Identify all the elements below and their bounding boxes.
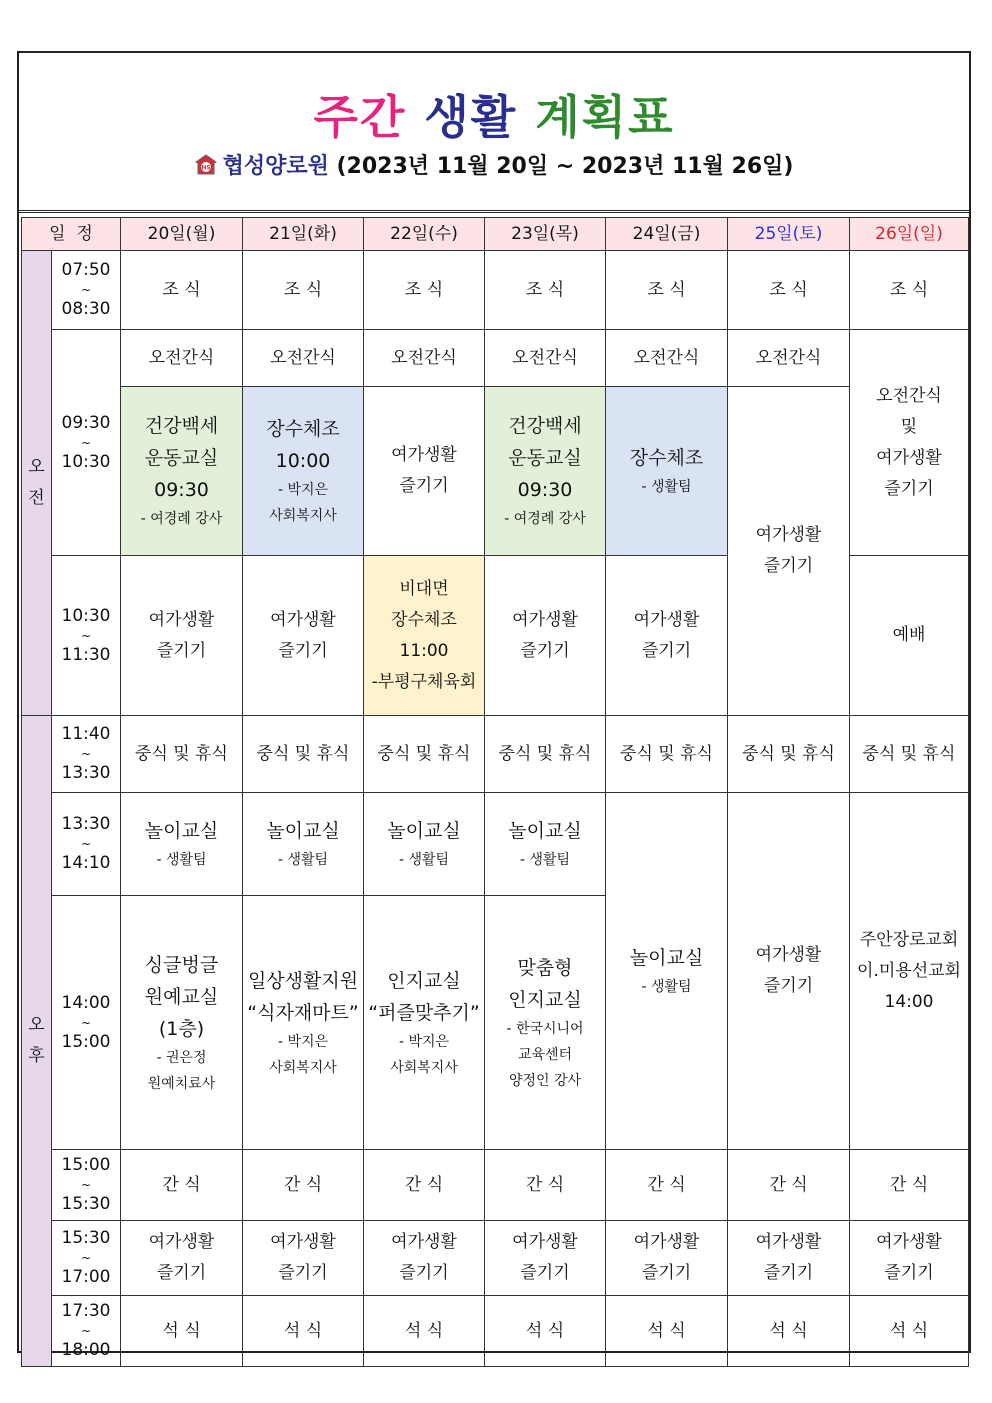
time-cell: 15:30 ~ 17:00 bbox=[52, 1221, 121, 1296]
leisure-cell: 여가생활 즐기기 bbox=[243, 556, 364, 716]
table-row bbox=[22, 1296, 969, 1367]
sat-afternoon-cell: 여가생활 즐기기 bbox=[728, 793, 850, 1150]
day-header-wed: 22일(수) bbox=[364, 218, 485, 251]
snack-cell: 간 식 bbox=[485, 1150, 606, 1221]
leisure-cell: 여가생활 즐기기 bbox=[606, 556, 728, 716]
leisure-cell: 여가생활 즐기기 bbox=[485, 1221, 606, 1296]
org-name: 협성양로원 bbox=[222, 154, 329, 179]
table-row bbox=[22, 1221, 969, 1296]
table-row bbox=[22, 330, 969, 387]
lunch-cell: 중식 및 휴식 bbox=[728, 716, 850, 793]
breakfast-cell: 조 식 bbox=[243, 251, 364, 330]
snack-cell: 간 식 bbox=[243, 1150, 364, 1221]
lunch-cell: 중식 및 휴식 bbox=[364, 716, 485, 793]
table-row bbox=[22, 387, 969, 556]
time-cell: 13:30 ~ 14:10 bbox=[52, 793, 121, 896]
day-header-mon: 20일(월) bbox=[121, 218, 243, 251]
snack-cell: 간 식 bbox=[121, 1150, 243, 1221]
play-class-cell: 놀이교실 - 생활팀 bbox=[364, 793, 485, 896]
time-cell: 14:00 ~ 15:00 bbox=[52, 896, 121, 1150]
day-header-sun: 26일(일) bbox=[850, 218, 969, 251]
morning-snack-cell: 오전간식 bbox=[364, 330, 485, 387]
schedule-header: 일 정 bbox=[22, 218, 121, 251]
sat-morning-cell: 여가생활 즐기기 bbox=[728, 387, 850, 716]
time-cell: 07:50 ~ 08:30 bbox=[52, 251, 121, 330]
leisure-cell: 여가생활 즐기기 bbox=[485, 556, 606, 716]
weekly-schedule-table bbox=[21, 217, 969, 1367]
dinner-cell: 석 식 bbox=[121, 1296, 243, 1367]
leisure-cell: 여가생활 즐기기 bbox=[364, 1221, 485, 1296]
thu-morning-cell: 건강백세 운동교실 09:30 - 여경례 강사 bbox=[485, 387, 606, 556]
time-cell: 09:30 ~ 10:30 bbox=[52, 330, 121, 556]
snack-cell: 간 식 bbox=[606, 1150, 728, 1221]
mon-morning-cell: 건강백세 운동교실 09:30 - 여경례 강사 bbox=[121, 387, 243, 556]
time-cell: 11:40 ~ 13:30 bbox=[52, 716, 121, 793]
org-logo-icon bbox=[195, 154, 217, 176]
morning-snack-cell: 오전간식 bbox=[485, 330, 606, 387]
table-row bbox=[22, 1150, 969, 1221]
play-class-cell: 놀이교실 - 생활팀 bbox=[485, 793, 606, 896]
header-row bbox=[22, 218, 969, 251]
breakfast-cell: 조 식 bbox=[121, 251, 243, 330]
play-class-cell: 놀이교실 - 생활팀 bbox=[121, 793, 243, 896]
sun-afternoon-cell: 주안장로교회 이.미용선교회 14:00 bbox=[850, 793, 969, 1150]
breakfast-cell: 조 식 bbox=[606, 251, 728, 330]
time-cell: 17:30 ~ 18:00 bbox=[52, 1296, 121, 1367]
document-header bbox=[19, 53, 969, 213]
schedule-page bbox=[17, 51, 971, 1360]
lunch-cell: 중식 및 휴식 bbox=[243, 716, 364, 793]
snack-cell: 간 식 bbox=[728, 1150, 850, 1221]
leisure-cell: 여가생활 즐기기 bbox=[243, 1221, 364, 1296]
period-am: 오 전 bbox=[22, 251, 52, 716]
svg-text:HS: HS bbox=[200, 164, 211, 172]
lunch-cell: 중식 및 휴식 bbox=[121, 716, 243, 793]
morning-snack-cell: 오전간식 bbox=[606, 330, 728, 387]
thu-afternoon-cell: 맞춤형 인지교실 - 한국시니어 교육센터 양정인 강사 bbox=[485, 896, 606, 1150]
dinner-cell: 석 식 bbox=[606, 1296, 728, 1367]
table-row bbox=[22, 251, 969, 330]
play-class-cell: 놀이교실 - 생활팀 bbox=[243, 793, 364, 896]
dinner-cell: 석 식 bbox=[850, 1296, 969, 1367]
table-row bbox=[22, 793, 969, 896]
table-row bbox=[22, 716, 969, 793]
document-subtitle bbox=[19, 149, 969, 180]
tue-afternoon-cell: 일상생활지원 “식자재마트” - 박지은 사회복지사 bbox=[243, 896, 364, 1150]
leisure-cell: 여가생활 즐기기 bbox=[121, 556, 243, 716]
leisure-cell: 여가생활 즐기기 bbox=[606, 1221, 728, 1296]
period-pm: 오 후 bbox=[22, 716, 52, 1367]
breakfast-cell: 조 식 bbox=[485, 251, 606, 330]
time-cell: 10:30 ~ 11:30 bbox=[52, 556, 121, 716]
sun-morning-cell: 오전간식 및 여가생활 즐기기 bbox=[850, 330, 969, 556]
document-title: 주간 생활 계획표 bbox=[313, 90, 675, 144]
wed-late-morning-cell: 비대면 장수체조 11:00 -부평구체육회 bbox=[364, 556, 485, 716]
day-header-thu: 23일(목) bbox=[485, 218, 606, 251]
day-header-fri: 24일(금) bbox=[606, 218, 728, 251]
dinner-cell: 석 식 bbox=[485, 1296, 606, 1367]
fri-afternoon-cell: 놀이교실 - 생활팀 bbox=[606, 793, 728, 1150]
leisure-cell: 여가생활 즐기기 bbox=[121, 1221, 243, 1296]
sun-worship-cell: 예배 bbox=[850, 556, 969, 716]
wed-morning-cell: 여가생활 즐기기 bbox=[364, 387, 485, 556]
morning-snack-cell: 오전간식 bbox=[121, 330, 243, 387]
lunch-cell: 중식 및 휴식 bbox=[606, 716, 728, 793]
lunch-cell: 중식 및 휴식 bbox=[850, 716, 969, 793]
leisure-cell: 여가생활 즐기기 bbox=[728, 1221, 850, 1296]
leisure-cell: 여가생활 즐기기 bbox=[850, 1221, 969, 1296]
day-header-tue: 21일(화) bbox=[243, 218, 364, 251]
fri-morning-cell: 장수체조 - 생활팀 bbox=[606, 387, 728, 556]
breakfast-cell: 조 식 bbox=[728, 251, 850, 330]
dinner-cell: 석 식 bbox=[364, 1296, 485, 1367]
breakfast-cell: 조 식 bbox=[850, 251, 969, 330]
snack-cell: 간 식 bbox=[364, 1150, 485, 1221]
dinner-cell: 석 식 bbox=[728, 1296, 850, 1367]
time-cell: 15:00 ~ 15:30 bbox=[52, 1150, 121, 1221]
day-header-sat: 25일(토) bbox=[728, 218, 850, 251]
dinner-cell: 석 식 bbox=[243, 1296, 364, 1367]
wed-afternoon-cell: 인지교실 “퍼즐맞추기” - 박지은 사회복지사 bbox=[364, 896, 485, 1150]
period-range: (2023년 11월 20일 ~ 2023년 11월 26일) bbox=[336, 154, 794, 179]
morning-snack-cell: 오전간식 bbox=[243, 330, 364, 387]
mon-afternoon-cell: 싱글벙글 원예교실 (1층) - 권은정 원예치료사 bbox=[121, 896, 243, 1150]
snack-cell: 간 식 bbox=[850, 1150, 969, 1221]
breakfast-cell: 조 식 bbox=[364, 251, 485, 330]
lunch-cell: 중식 및 휴식 bbox=[485, 716, 606, 793]
tue-morning-cell: 장수체조 10:00 - 박지은 사회복지사 bbox=[243, 387, 364, 556]
morning-snack-cell: 오전간식 bbox=[728, 330, 850, 387]
